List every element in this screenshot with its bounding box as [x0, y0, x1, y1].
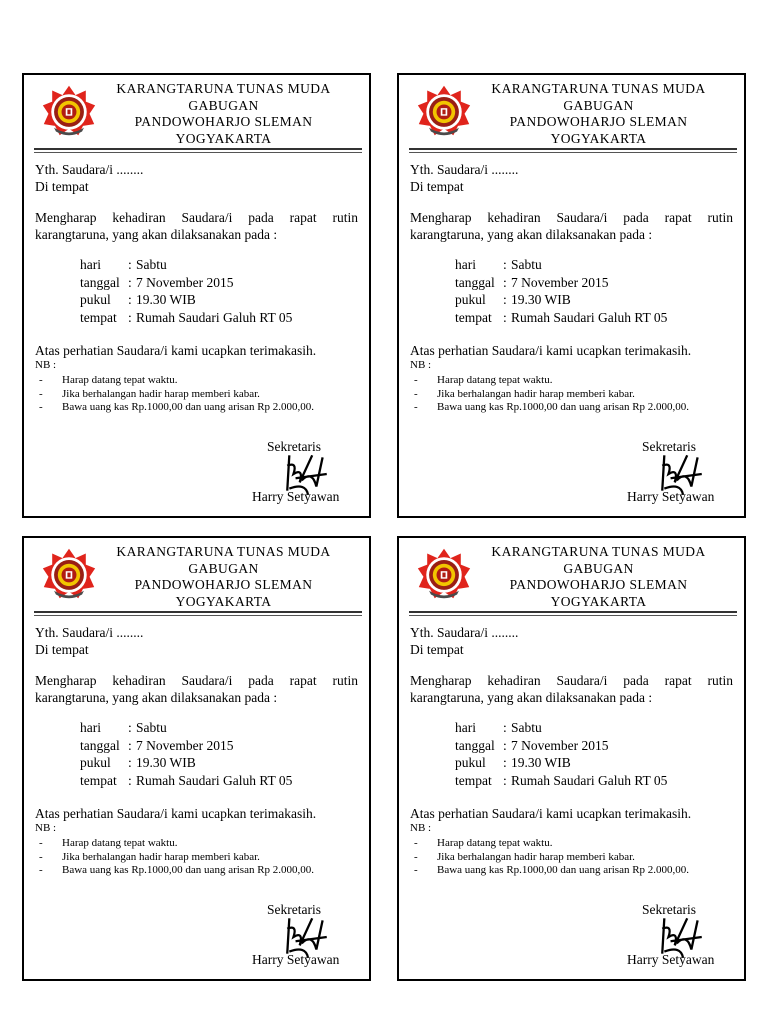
org-district: PANDOWOHARJO SLEMAN — [134, 114, 313, 129]
note-item: - Jika berhalangan hadir harap memberi kabar. — [414, 850, 635, 863]
notes-list — [35, 837, 358, 878]
intro-text: Mengharap kehadiran Saudara/i pada rapat rutin karangtaruna, yang akan dilaksanakan pada : — [410, 210, 733, 242]
org-village: GABUGAN — [188, 97, 259, 113]
day-label: hari — [455, 720, 476, 735]
meeting-details — [455, 719, 733, 789]
note-item: - Harap datang tepat waktu. — [414, 374, 553, 386]
detail-row-day: hari : Sabtu — [455, 257, 542, 272]
date-label: tanggal — [80, 737, 120, 753]
intro-text: Mengharap kehadiran Saudara/i pada rapat rutin karangtaruna, yang akan dilaksanakan pada : — [35, 673, 358, 705]
thanks-text: Atas perhatian Saudara/i kami ucapkan terimakasih. — [35, 806, 317, 821]
note-item: - Jika berhalangan hadir harap memberi kabar. — [414, 387, 635, 400]
day-value: Sabtu — [511, 257, 542, 272]
notes-list — [410, 374, 733, 415]
org-name: KARANGTARUNA TUNAS MUDA — [491, 544, 706, 559]
meeting-details — [80, 719, 358, 789]
letter-body — [410, 161, 733, 415]
detail-row-time: pukul : 19.30 WIB — [80, 755, 196, 770]
date-value: 7 November 2015 — [136, 274, 234, 290]
day-value: Sabtu — [136, 257, 167, 272]
date-value: 7 November 2015 — [136, 737, 234, 753]
date-label: tanggal — [455, 274, 495, 290]
org-village: GABUGAN — [563, 97, 634, 113]
note-item: - Harap datang tepat waktu. — [39, 837, 178, 849]
signer-name: Harry Setyawan — [627, 952, 715, 967]
header-divider-thin — [34, 615, 362, 616]
org-city: YOGYAKARTA — [175, 593, 272, 609]
detail-row-date: tanggal : 7 November 2015 — [455, 274, 609, 290]
greeting: Yth. Saudara/i ........ — [35, 625, 144, 640]
invitation-card — [22, 73, 371, 518]
org-city: YOGYAKARTA — [550, 593, 647, 609]
letter-body — [410, 624, 733, 878]
letter-body — [35, 624, 358, 878]
thanks-text: Atas perhatian Saudara/i kami ucapkan terimakasih. — [410, 343, 692, 358]
organization-header — [469, 544, 728, 610]
date-value: 7 November 2015 — [511, 274, 609, 290]
signer-name: Harry Setyawan — [252, 952, 340, 967]
meeting-details — [80, 256, 358, 326]
organization-header — [469, 81, 728, 147]
detail-row-venue: tempat : Rumah Saudari Galuh RT 05 — [80, 309, 293, 325]
detail-row-time: pukul : 19.30 WIB — [455, 755, 571, 770]
detail-row-date: tanggal : 7 November 2015 — [80, 737, 234, 753]
day-value: Sabtu — [136, 720, 167, 735]
signer-name: Harry Setyawan — [252, 489, 340, 504]
venue-label: tempat — [455, 309, 492, 325]
detail-row-day: hari : Sabtu — [80, 257, 167, 272]
greeting: Yth. Saudara/i ........ — [410, 162, 519, 177]
org-city: YOGYAKARTA — [550, 130, 647, 146]
signer-title: Sekretaris — [642, 439, 696, 454]
org-village: GABUGAN — [188, 560, 259, 576]
header-divider — [34, 148, 362, 150]
detail-row-day: hari : Sabtu — [455, 720, 542, 735]
header-divider-thin — [409, 152, 737, 153]
day-value: Sabtu — [511, 720, 542, 735]
invitation-card — [397, 536, 746, 981]
time-value: 19.30 WIB — [511, 292, 571, 307]
organization-logo-icon — [416, 83, 472, 139]
org-name: KARANGTARUNA TUNAS MUDA — [116, 544, 331, 559]
note-item: - Harap datang tepat waktu. — [39, 374, 178, 386]
greeting: Yth. Saudara/i ........ — [410, 625, 519, 640]
thanks-text: Atas perhatian Saudara/i kami ucapkan terimakasih. — [410, 806, 692, 821]
letter-body — [35, 161, 358, 415]
time-value: 19.30 WIB — [136, 292, 196, 307]
venue-value: Rumah Saudari Galuh RT 05 — [136, 309, 293, 325]
detail-row-time: pukul : 19.30 WIB — [80, 292, 196, 307]
time-label: pukul — [80, 292, 111, 307]
place: Di tempat — [410, 179, 464, 194]
signer-title: Sekretaris — [267, 439, 321, 454]
notes-list — [35, 374, 358, 415]
day-label: hari — [455, 257, 476, 272]
org-district: PANDOWOHARJO SLEMAN — [509, 577, 688, 592]
organization-logo-icon — [416, 546, 472, 602]
org-district: PANDOWOHARJO SLEMAN — [134, 577, 313, 592]
greeting: Yth. Saudara/i ........ — [35, 162, 144, 177]
header-divider — [34, 611, 362, 613]
note-item: - Jika berhalangan hadir harap memberi kabar. — [39, 850, 260, 863]
venue-label: tempat — [80, 772, 117, 788]
venue-value: Rumah Saudari Galuh RT 05 — [136, 772, 293, 788]
place: Di tempat — [35, 642, 89, 657]
header-divider — [409, 148, 737, 150]
date-label: tanggal — [455, 737, 495, 753]
detail-row-day: hari : Sabtu — [80, 720, 167, 735]
organization-header — [94, 544, 353, 610]
time-label: pukul — [455, 755, 486, 770]
intro-text: Mengharap kehadiran Saudara/i pada rapat rutin karangtaruna, yang akan dilaksanakan pada : — [410, 673, 733, 705]
note-item: - Bawa uang kas Rp.1000,00 dan uang arisan Rp 2.000,00. — [39, 864, 315, 876]
note-item: - Jika berhalangan hadir harap memberi kabar. — [39, 387, 260, 400]
date-label: tanggal — [80, 274, 120, 290]
detail-row-date: tanggal : 7 November 2015 — [80, 274, 234, 290]
date-value: 7 November 2015 — [511, 737, 609, 753]
detail-row-venue: tempat : Rumah Saudari Galuh RT 05 — [80, 772, 293, 788]
organization-logo-icon — [41, 546, 97, 602]
notes-list — [410, 837, 733, 878]
header-divider — [409, 611, 737, 613]
org-name: KARANGTARUNA TUNAS MUDA — [491, 81, 706, 96]
meeting-details — [455, 256, 733, 326]
detail-row-venue: tempat : Rumah Saudari Galuh RT 05 — [455, 309, 668, 325]
place: Di tempat — [35, 179, 89, 194]
venue-value: Rumah Saudari Galuh RT 05 — [511, 772, 668, 788]
nb-label: NB : — [410, 359, 432, 371]
org-village: GABUGAN — [563, 560, 634, 576]
organization-header — [94, 81, 353, 147]
note-item: - Bawa uang kas Rp.1000,00 dan uang arisan Rp 2.000,00. — [414, 864, 690, 876]
organization-logo-icon — [41, 83, 97, 139]
venue-value: Rumah Saudari Galuh RT 05 — [511, 309, 668, 325]
signer-name: Harry Setyawan — [627, 489, 715, 504]
detail-row-time: pukul : 19.30 WIB — [455, 292, 571, 307]
org-name: KARANGTARUNA TUNAS MUDA — [116, 81, 331, 96]
venue-label: tempat — [455, 772, 492, 788]
thanks-text: Atas perhatian Saudara/i kami ucapkan terimakasih. — [35, 343, 317, 358]
header-divider-thin — [409, 615, 737, 616]
note-item: - Harap datang tepat waktu. — [414, 837, 553, 849]
invitation-card — [22, 536, 371, 981]
note-item: - Bawa uang kas Rp.1000,00 dan uang arisan Rp 2.000,00. — [414, 401, 690, 413]
nb-label: NB : — [35, 822, 57, 834]
note-item: - Bawa uang kas Rp.1000,00 dan uang arisan Rp 2.000,00. — [39, 401, 315, 413]
time-value: 19.30 WIB — [136, 755, 196, 770]
nb-label: NB : — [410, 822, 432, 834]
nb-label: NB : — [35, 359, 57, 371]
place: Di tempat — [410, 642, 464, 657]
org-city: YOGYAKARTA — [175, 130, 272, 146]
detail-row-venue: tempat : Rumah Saudari Galuh RT 05 — [455, 772, 668, 788]
org-district: PANDOWOHARJO SLEMAN — [509, 114, 688, 129]
venue-label: tempat — [80, 309, 117, 325]
day-label: hari — [80, 257, 101, 272]
time-value: 19.30 WIB — [511, 755, 571, 770]
day-label: hari — [80, 720, 101, 735]
signer-title: Sekretaris — [267, 902, 321, 917]
header-divider-thin — [34, 152, 362, 153]
intro-text: Mengharap kehadiran Saudara/i pada rapat rutin karangtaruna, yang akan dilaksanakan pada : — [35, 210, 358, 242]
time-label: pukul — [455, 292, 486, 307]
detail-row-date: tanggal : 7 November 2015 — [455, 737, 609, 753]
time-label: pukul — [80, 755, 111, 770]
invitation-card — [397, 73, 746, 518]
signer-title: Sekretaris — [642, 902, 696, 917]
